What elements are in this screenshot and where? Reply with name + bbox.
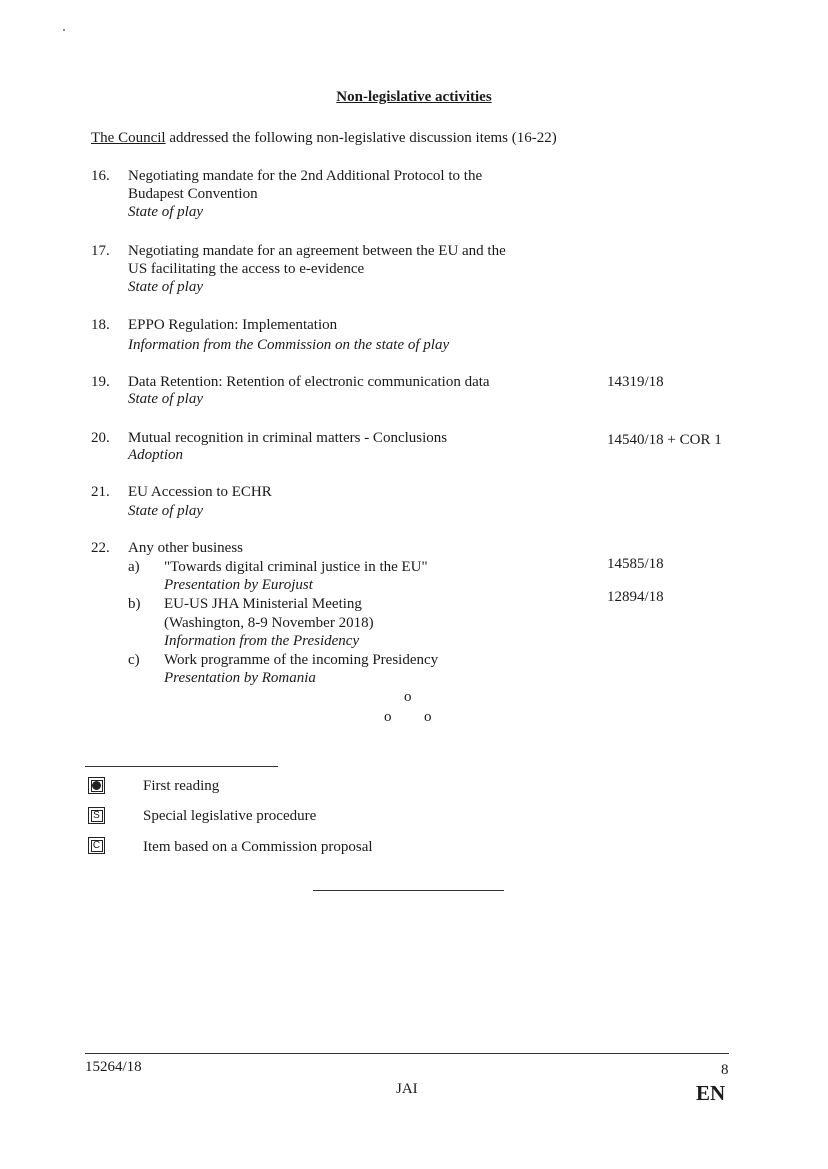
first-reading-icon bbox=[88, 777, 105, 794]
sub-item-title-cont: (Washington, 8-9 November 2018) bbox=[164, 615, 374, 631]
item-note: Adoption bbox=[128, 447, 183, 463]
page-number: 8 bbox=[721, 1062, 729, 1078]
item-number: 21. bbox=[91, 484, 110, 500]
intro-subject: The Council bbox=[91, 130, 166, 146]
sub-item-note: Information from the Presidency bbox=[164, 633, 360, 649]
legend-label: First reading bbox=[143, 778, 220, 794]
item-title: EU Accession to ECHR bbox=[128, 484, 272, 500]
intro-text bbox=[91, 130, 557, 147]
commission-proposal-icon: C bbox=[88, 837, 105, 854]
end-rule bbox=[313, 890, 504, 891]
item-title: EPPO Regulation: Implementation bbox=[128, 317, 338, 333]
document-reference: 14540/18 + COR 1 bbox=[607, 432, 722, 448]
sub-item-note: Presentation by Eurojust bbox=[164, 577, 313, 593]
item-number: 18. bbox=[91, 317, 110, 333]
separator-mark: o bbox=[424, 709, 432, 725]
item-note: State of play bbox=[128, 279, 203, 295]
separator-mark: o bbox=[384, 709, 392, 725]
sub-item-letter: a) bbox=[128, 559, 140, 575]
sub-item-title: "Towards digital criminal justice in the EU" bbox=[164, 559, 428, 575]
sub-item-note: Presentation by Romania bbox=[164, 670, 316, 686]
item-note: State of play bbox=[128, 204, 203, 220]
item-note: Information from the Commission on the state of play bbox=[128, 337, 450, 353]
sub-item-title: EU-US JHA Ministerial Meeting bbox=[164, 596, 362, 612]
footer-rule bbox=[85, 1053, 729, 1054]
item-title: Data Retention: Retention of electronic communication data bbox=[128, 374, 490, 390]
legend-label: Item based on a Commission proposal bbox=[143, 839, 373, 855]
item-title: Negotiating mandate for the 2nd Additional Protocol to the bbox=[128, 168, 483, 184]
item-note: State of play bbox=[128, 503, 203, 519]
page-title: Non-legislative activities bbox=[336, 89, 492, 105]
item-title-cont: US facilitating the access to e-evidence bbox=[128, 261, 365, 277]
document-number: 15264/18 bbox=[85, 1059, 142, 1075]
separator-mark: o bbox=[404, 689, 412, 705]
item-number: 16. bbox=[91, 168, 110, 184]
special-procedure-icon: S bbox=[88, 807, 105, 824]
sub-item-letter: c) bbox=[128, 652, 140, 668]
item-title: Mutual recognition in criminal matters - Conclusions bbox=[128, 430, 448, 446]
document-reference: 14319/18 bbox=[607, 374, 664, 390]
item-title: Negotiating mandate for an agreement between the EU and the bbox=[128, 243, 506, 259]
item-title-cont: Budapest Convention bbox=[128, 186, 258, 202]
document-reference: 14585/18 bbox=[607, 556, 664, 572]
footnote-rule bbox=[85, 766, 278, 767]
item-number: 22. bbox=[91, 540, 110, 556]
sub-item-title: Work programme of the incoming Presidency bbox=[164, 652, 439, 668]
item-number: 20. bbox=[91, 430, 110, 446]
item-number: 17. bbox=[91, 243, 110, 259]
item-title: Any other business bbox=[128, 540, 243, 556]
item-note: State of play bbox=[128, 391, 203, 407]
language-code: EN bbox=[696, 1081, 726, 1105]
document-reference: 12894/18 bbox=[607, 589, 664, 605]
scan-speck bbox=[63, 29, 65, 31]
legend-label: Special legislative procedure bbox=[143, 808, 317, 824]
intro-rest: addressed the following non-legislative discussion items (16-22) bbox=[165, 130, 557, 146]
sub-item-letter: b) bbox=[128, 596, 141, 612]
department-code: JAI bbox=[396, 1081, 418, 1097]
item-number: 19. bbox=[91, 374, 110, 390]
